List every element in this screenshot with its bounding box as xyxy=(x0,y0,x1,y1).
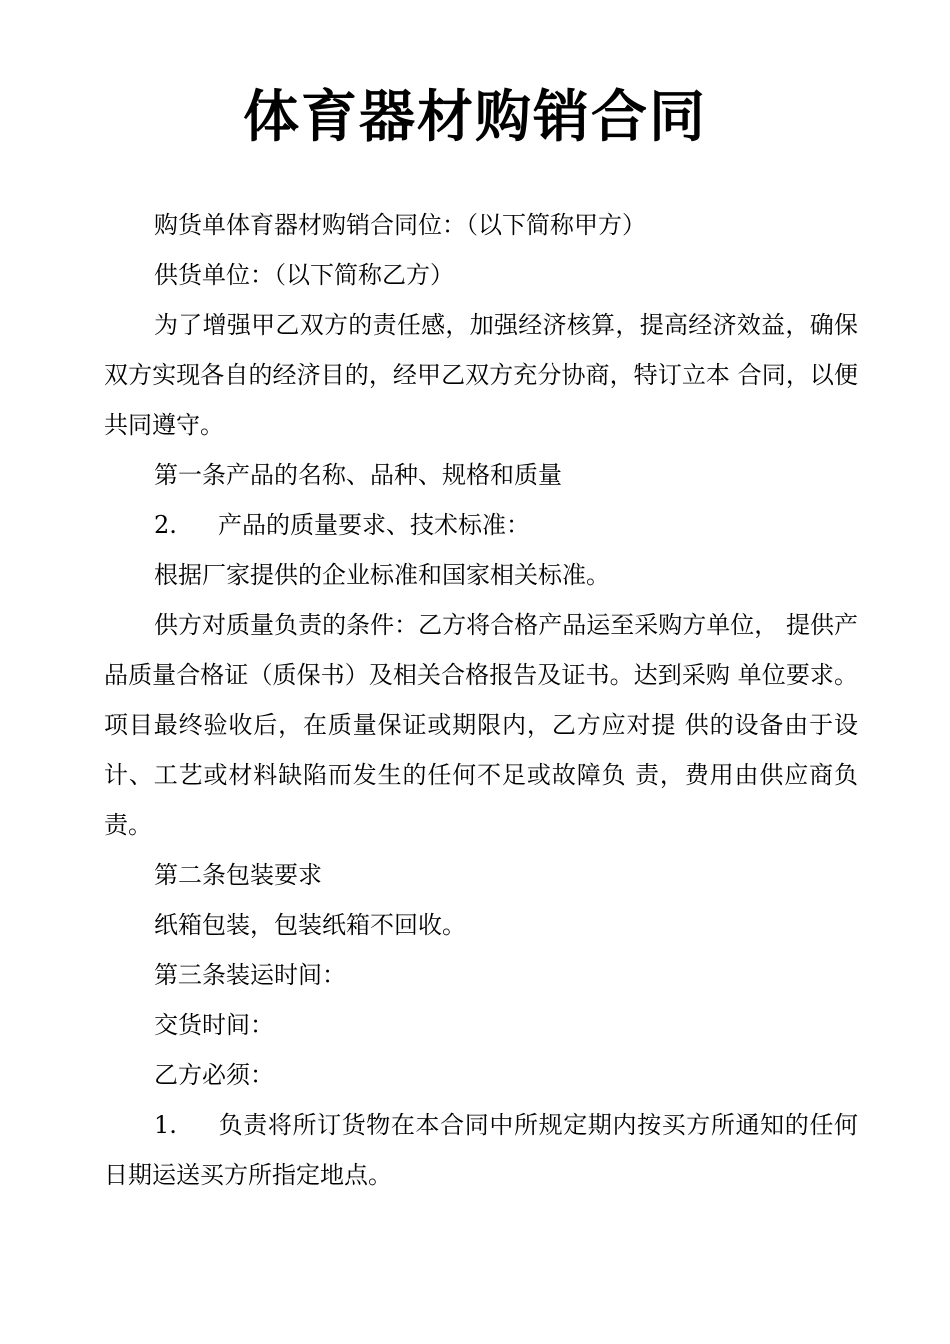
article-one-heading: 第一条产品的名称、品种、规格和质量 xyxy=(154,461,562,489)
paragraph-standards: 根据厂家提供的企业标准和国家相关标准。 xyxy=(154,561,610,589)
paragraph-preamble: 为了增强甲乙双方的责任感，加强经济核算，提高经济效益，确保双方实现各自的经济目的，经甲乙双方充分协商，特订立本 合同，以便共同遵守。 xyxy=(104,311,858,439)
paragraph-quality-responsibility: 供方对质量负责的条件：乙方将合格产品运至采购方单位， 提供产品质量合格证（质保书）及相关合格报告及证书。达到采购 单位要求。项目最终验收后，在质量保证或期限内，乙方应对提 供的设备由于设计、工艺或材料缺陷而发生的任何不足或故障负 责，费用由供应商负责。 xyxy=(104,611,858,839)
article-three-heading: 第三条装运时间： xyxy=(154,961,346,989)
paragraph-delivery-time: 交货时间： xyxy=(154,1011,274,1039)
item-text: 负责将所订货物在本合同中所规定期内按买方所通知的任何日期运送买方所指定地点。 xyxy=(104,1111,858,1189)
paragraph-party-b-must: 乙方必须： xyxy=(154,1061,274,1089)
item-text: 产品的质量要求、技术标准： xyxy=(218,511,530,539)
paragraph-supplier: 供货单位：（以下简称乙方） xyxy=(154,261,454,289)
item-number: 1. xyxy=(154,1111,177,1139)
document-body xyxy=(104,200,858,1200)
paragraph-packaging: 纸箱包装，包装纸箱不回收。 xyxy=(154,911,466,939)
item-number: 2. xyxy=(154,511,177,539)
numbered-item-quality xyxy=(104,500,858,550)
paragraph-buyer: 购货单体育器材购销合同位：（以下简称甲方） xyxy=(154,211,646,239)
numbered-item-delivery xyxy=(104,1100,858,1200)
article-two-heading: 第二条包装要求 xyxy=(154,861,322,889)
document-title: 体育器材购销合同 xyxy=(243,85,707,150)
